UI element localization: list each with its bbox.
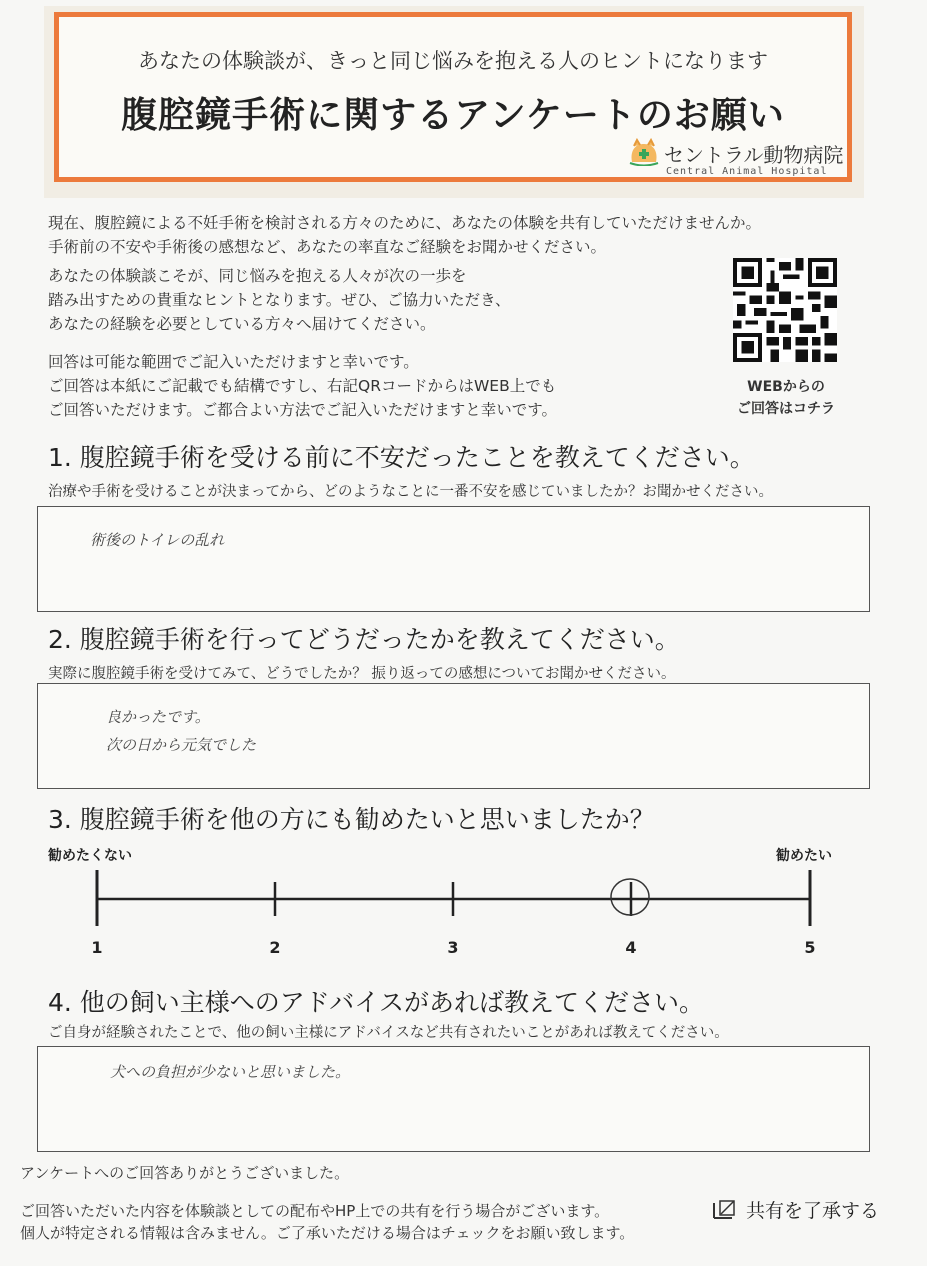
question-2-answer-line-1: 良かったです。: [106, 708, 210, 726]
scale-number-5: 5: [804, 938, 816, 957]
question-4-answer-box[interactable]: [37, 1046, 870, 1152]
footer-line-2: 個人が特定される情報は含みません。ご了承いただける場合はチェックをお願い致します。: [20, 1224, 635, 1242]
consent-label: 共有を了承する: [746, 1200, 880, 1222]
intro-paragraph-3: [48, 350, 557, 422]
page-title: 腹腔鏡手術に関するアンケートのお願い: [121, 95, 785, 136]
header-subtitle: あなたの体験談が、きっと同じ悩みを抱える人のヒントになります: [138, 49, 768, 73]
consent-checkbox[interactable]: [712, 1198, 738, 1220]
footer-line-1: ご回答いただいた内容を体験談としての配布やHP上での共有を行う場合がございます。: [20, 1202, 610, 1220]
question-2-title: 2. 腹腔鏡手術を行ってどうだったかを教えてください。: [48, 625, 680, 654]
qr-code-icon[interactable]: [733, 258, 837, 362]
scale-number-2: 2: [269, 938, 281, 957]
scale-number-4: 4: [625, 938, 637, 957]
hospital-logo-icon: [628, 138, 660, 166]
intro-line: あなたの経験を必要としている方々へ届けてください。: [48, 315, 436, 333]
intro-line: ご回答は本紙にご記載でも結構ですし、右記QRコードからはWEB上でも: [48, 377, 557, 395]
scale-number-1: 1: [91, 938, 103, 957]
intro-paragraph-1: [48, 211, 761, 259]
question-1-answer-box[interactable]: [37, 506, 870, 612]
question-1-subtitle: 治療や手術を受けることが決まってから、どのようなことに一番不安を感じていましたか？お聞かせください。: [48, 484, 773, 500]
intro-line: 手術前の不安や手術後の感想など、あなたの率直なご経験をお聞かせください。: [48, 238, 607, 256]
question-3-title: 3. 腹腔鏡手術を他の方にも勧めたいと思いましたか？: [48, 805, 655, 834]
question-4-answer: 犬への負担が少ないと思いました。: [110, 1063, 351, 1081]
intro-line: 現在、腹腔鏡による不妊手術を検討される方々のために、あなたの体験を共有していただけませんか。: [48, 214, 762, 232]
scale-right-label: 勧めたい: [776, 848, 832, 864]
intro-line: 回答は可能な範囲でご記入いただけますと幸いです。: [48, 353, 419, 371]
question-2-answer-box[interactable]: [37, 683, 870, 789]
question-2-answer-line-2: 次の日から元気でした: [106, 736, 257, 754]
intro-paragraph-2: [48, 264, 511, 336]
question-1-title: 1. 腹腔鏡手術を受ける前に不安だったことを教えてください。: [48, 443, 755, 472]
hospital-name: セントラル動物病院: [664, 143, 844, 167]
question-1-answer: 術後のトイレの乱れ: [90, 531, 225, 549]
qr-caption: [712, 376, 860, 420]
qr-caption-line: ご回答はコチラ: [737, 401, 835, 417]
check-mark-icon: [721, 1201, 734, 1214]
question-2-subtitle: 実際に腹腔鏡手術を受けてみて、どうでしたか？ 振り返っての感想についてお聞かせください。: [48, 666, 676, 682]
hospital-name-en: Central Animal Hospital: [666, 166, 828, 177]
scale-left-label: 勧めたくない: [48, 848, 132, 864]
rating-scale[interactable]: [80, 866, 830, 936]
question-4-title: 4. 他の飼い主様へのアドバイスがあれば教えてください。: [48, 988, 705, 1017]
intro-line: ご回答いただけます。ご都合よい方法でご記入いただけますと幸いです。: [48, 401, 558, 419]
footer-thanks: アンケートへのご回答ありがとうございました。: [20, 1164, 350, 1182]
scale-number-3: 3: [447, 938, 459, 957]
intro-line: あなたの体験談こそが、同じ悩みを抱える人々が次の一歩を: [48, 267, 467, 285]
qr-caption-line: WEBからの: [747, 379, 825, 395]
intro-line: 踏み出すための貴重なヒントとなります。ぜひ、ご協力いただき、: [48, 291, 511, 309]
question-4-subtitle: ご自身が経験されたことで、他の飼い主様にアドバイスなど共有されたいことがあれば教えてください。: [48, 1025, 729, 1041]
